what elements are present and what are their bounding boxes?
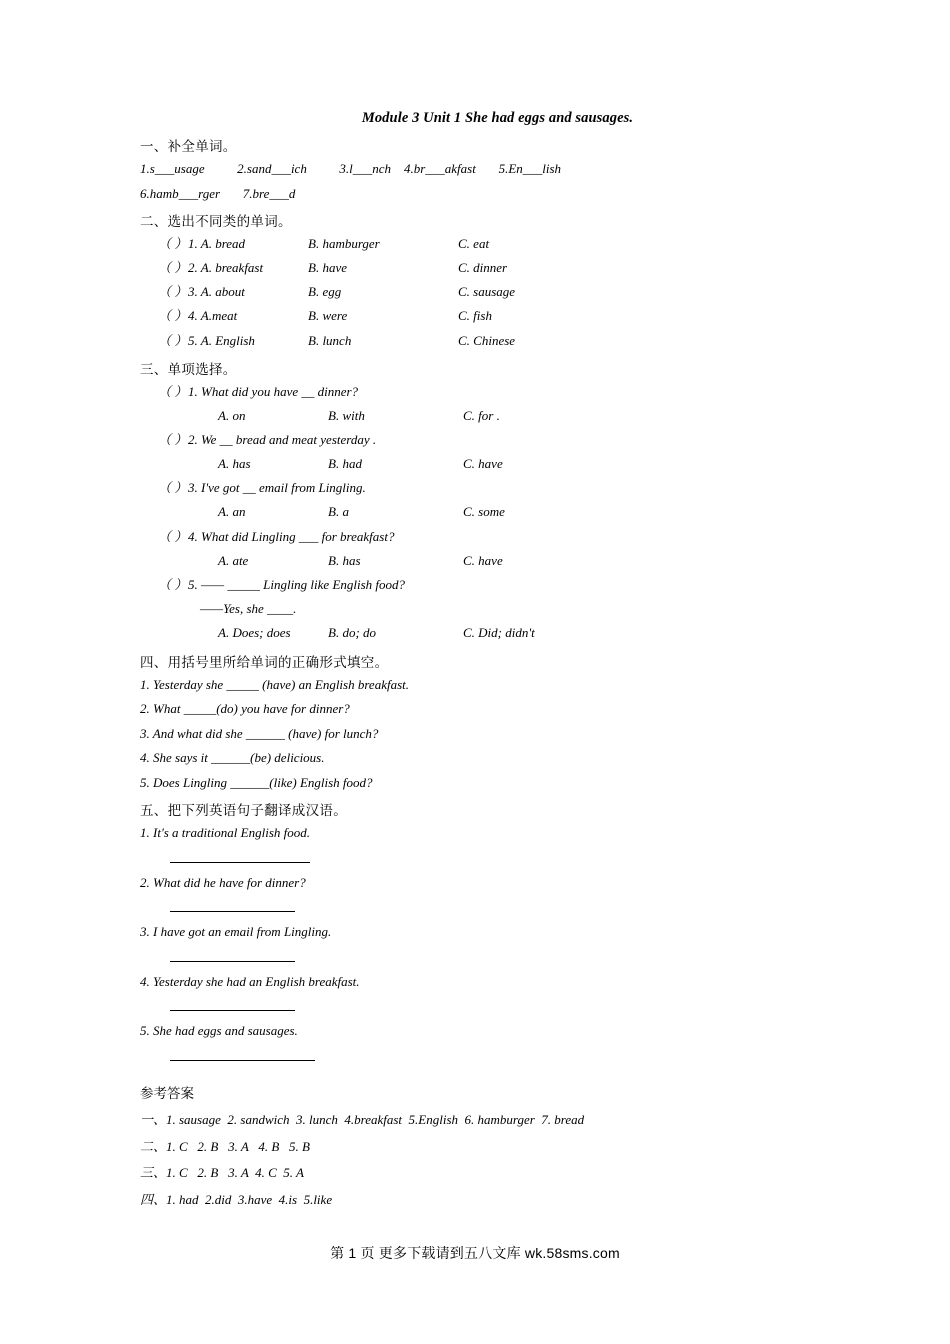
page-footer: 第 1 页 更多下载请到五八文库 wk.58sms.com: [330, 1245, 620, 1261]
answer-blank[interactable]: （ ）: [158, 431, 188, 447]
option-row: [140, 454, 855, 474]
answer-rule[interactable]: [170, 947, 295, 962]
fill-blank-item[interactable]: 3. And what did she ______ (have) for lunch?: [140, 725, 379, 741]
answer-rule[interactable]: [170, 897, 295, 912]
list-item: [140, 258, 855, 278]
option-c[interactable]: C. Chinese: [458, 332, 516, 348]
option-b[interactable]: B. hamburger: [308, 236, 380, 251]
option-c[interactable]: C. sausage: [458, 284, 516, 300]
answer-blank[interactable]: （ ）: [158, 236, 188, 251]
option-row: [140, 623, 855, 643]
fill-blank-item[interactable]: 2. What _____(do) you have for dinner?: [140, 701, 350, 717]
option-a[interactable]: 3. A. about: [188, 284, 245, 300]
question-stem: 1. What did you have __ dinner?: [188, 383, 359, 399]
option-c[interactable]: C. dinner: [458, 260, 508, 276]
section-heading-3: 三、单项选择。: [140, 361, 237, 377]
answer-rule[interactable]: [170, 848, 310, 863]
list-item: [140, 478, 855, 498]
option-b[interactable]: B. were: [308, 308, 348, 324]
answer-key-heading: 参考答案: [140, 1086, 194, 1101]
option-a[interactable]: 5. A. English: [188, 332, 255, 348]
translate-item: 1. It's a traditional English food.: [140, 825, 310, 841]
answer-blank[interactable]: （ ）: [158, 576, 188, 592]
answer-rule[interactable]: [170, 1046, 315, 1061]
answer-rule[interactable]: [170, 996, 295, 1011]
answer-blank[interactable]: （ ）: [158, 284, 188, 300]
option-b[interactable]: B. lunch: [308, 332, 352, 348]
option-b[interactable]: B. egg: [308, 284, 342, 300]
option-a[interactable]: A. has: [218, 456, 251, 472]
option-a[interactable]: A. ate: [218, 552, 249, 568]
option-a[interactable]: A. an: [218, 504, 246, 520]
option-row: [140, 551, 855, 571]
fill-blank-item[interactable]: 1. Yesterday she _____ (have) an English breakfast.: [140, 676, 409, 692]
fill-blank-item[interactable]: 4. She says it ______(be) delicious.: [140, 750, 325, 766]
answer-key-row: 二、1. C 2. B 3. A 4. B 5. B: [140, 1138, 310, 1154]
section-heading-2: 二、选出不同类的单词。: [140, 214, 292, 229]
section-heading-4: 四、用括号里所给单词的正确形式填空。: [140, 654, 389, 670]
question-stem: 5. —— _____ Lingling like English food?: [188, 576, 406, 592]
section-1-row-1: 1.s___usage 2.sand___ich 3.l___nch 4.br___akfast 5.En___lish: [140, 161, 562, 176]
section-1-row-2: 6.hamb___rger 7.bre___d: [140, 185, 296, 201]
option-b[interactable]: B. do; do: [328, 625, 377, 641]
option-a[interactable]: 4. A.meat: [188, 308, 238, 324]
page-title: Module 3 Unit 1 She had eggs and sausages.: [361, 110, 634, 126]
option-a[interactable]: 1. A. bread: [188, 236, 246, 251]
fill-blank-item[interactable]: 5. Does Lingling ______(like) English food?: [140, 774, 373, 790]
option-c[interactable]: C. fish: [458, 308, 492, 324]
answer-key: [140, 1082, 584, 1216]
question-stem-continued: ——Yes, she ____.: [200, 600, 297, 616]
option-c[interactable]: C. some: [463, 504, 505, 520]
answer-key-row: 四、1. had 2.did 3.have 4.is 5.like: [140, 1191, 333, 1207]
option-c[interactable]: C. for .: [463, 407, 500, 423]
option-b[interactable]: B. a: [328, 504, 349, 520]
translate-item: 2. What did he have for dinner?: [140, 874, 306, 890]
list-item: [140, 282, 855, 302]
answer-blank[interactable]: （ ）: [158, 332, 188, 348]
answer-blank[interactable]: （ ）: [158, 480, 188, 496]
list-item: [140, 575, 855, 595]
translate-item: 5. She had eggs and sausages.: [140, 1023, 298, 1039]
option-a[interactable]: 2. A. breakfast: [188, 260, 264, 276]
list-item: [140, 382, 855, 402]
translate-item: 4. Yesterday she had an English breakfast.: [140, 973, 360, 989]
answer-blank[interactable]: （ ）: [158, 528, 188, 544]
option-c[interactable]: C. have: [463, 456, 503, 472]
list-item: [140, 430, 855, 450]
option-row: [140, 502, 855, 522]
answer-key-row: 三、1. C 2. B 3. A 4. C 5. A: [140, 1165, 304, 1180]
option-c[interactable]: C. eat: [458, 236, 490, 251]
option-b[interactable]: B. has: [328, 552, 361, 568]
option-row: [140, 406, 855, 426]
answer-blank[interactable]: （ ）: [158, 260, 188, 276]
list-item: [140, 527, 855, 547]
option-b[interactable]: B. have: [308, 260, 347, 276]
list-item: [140, 234, 855, 254]
option-b[interactable]: B. had: [328, 456, 362, 472]
list-item: [140, 331, 855, 351]
question-stem: 4. What did Lingling ___ for breakfast?: [188, 528, 395, 544]
list-item: [140, 306, 855, 326]
option-a[interactable]: A. Does; does: [218, 625, 291, 641]
answer-blank[interactable]: （ ）: [158, 383, 188, 399]
option-c[interactable]: C. have: [463, 552, 503, 568]
question-stem: 2. We __ bread and meat yesterday .: [188, 431, 377, 447]
translate-item: 3. I have got an email from Lingling.: [140, 924, 332, 940]
option-c[interactable]: C. Did; didn't: [463, 625, 535, 641]
section-heading-5: 五、把下列英语句子翻译成汉语。: [140, 803, 347, 819]
answer-key-row: 一、1. sausage 2. sandwich 3. lunch 4.breakfast 5.English 6. hamburger 7. bread: [140, 1112, 585, 1127]
question-stem: 3. I've got __ email from Lingling.: [188, 480, 366, 496]
option-a[interactable]: A. on: [218, 407, 246, 423]
option-b[interactable]: B. with: [328, 407, 365, 423]
answer-blank[interactable]: （ ）: [158, 308, 188, 324]
section-heading-1: 一、补全单词。: [140, 139, 237, 154]
